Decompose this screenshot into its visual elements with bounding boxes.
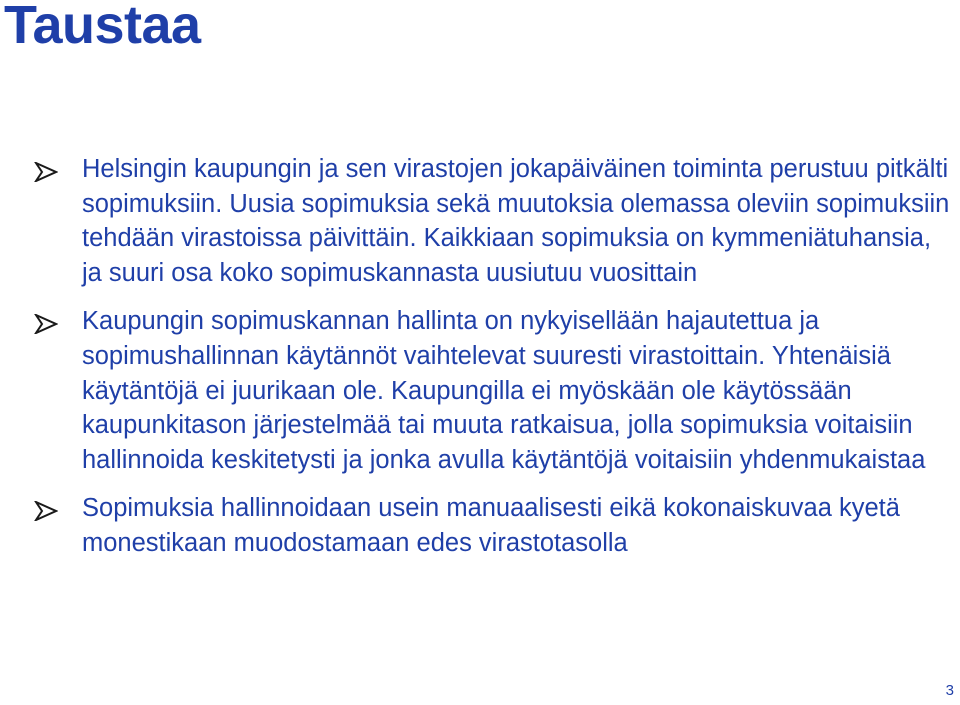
bullet-text: Kaupungin sopimuskannan hallinta on nykyisellään hajautettua ja sopimushallinnan käytännöt vaihtelevat suuresti virastoittain. Yhtenäisiä käytäntöjä ei juurikaan ole. Kaupungilla ei myöskään ole käytössään kaupunkitason järjestelmää tai muuta ratkaisua, jolla sopimuksia voitaisiin hallinnoida keskitetysti ja jonka avulla käytäntöjä voitaisiin yhdenmukaistaa [82, 307, 926, 474]
bullet-item [0, 304, 960, 477]
bullet-item [0, 152, 960, 290]
bullet-item [0, 491, 960, 560]
bullet-text: Sopimuksia hallinnoidaan usein manuaalisesti eikä kokonaiskuvaa kyetä monestikaan muodostamaan edes virastotasolla [82, 494, 900, 557]
arrowhead-bullet-icon [34, 162, 58, 182]
arrowhead-bullet-icon [34, 501, 58, 521]
slide-title: Taustaa [4, 0, 201, 55]
arrowhead-bullet-icon [34, 314, 58, 334]
bullet-text: Helsingin kaupungin ja sen virastojen jokapäiväinen toiminta perustuu pitkälti sopimuksiin. Uusia sopimuksia sekä muutoksia olemassa oleviin sopimuksiin tehdään virastoissa päivittäin. Kaikkiaan sopimuksia on kymmeniätuhansia, ja suuri osa koko sopimuskannasta uusiutuu vuosittain [82, 155, 950, 287]
page-number: 3 [945, 682, 954, 699]
bullet-list [0, 152, 960, 575]
